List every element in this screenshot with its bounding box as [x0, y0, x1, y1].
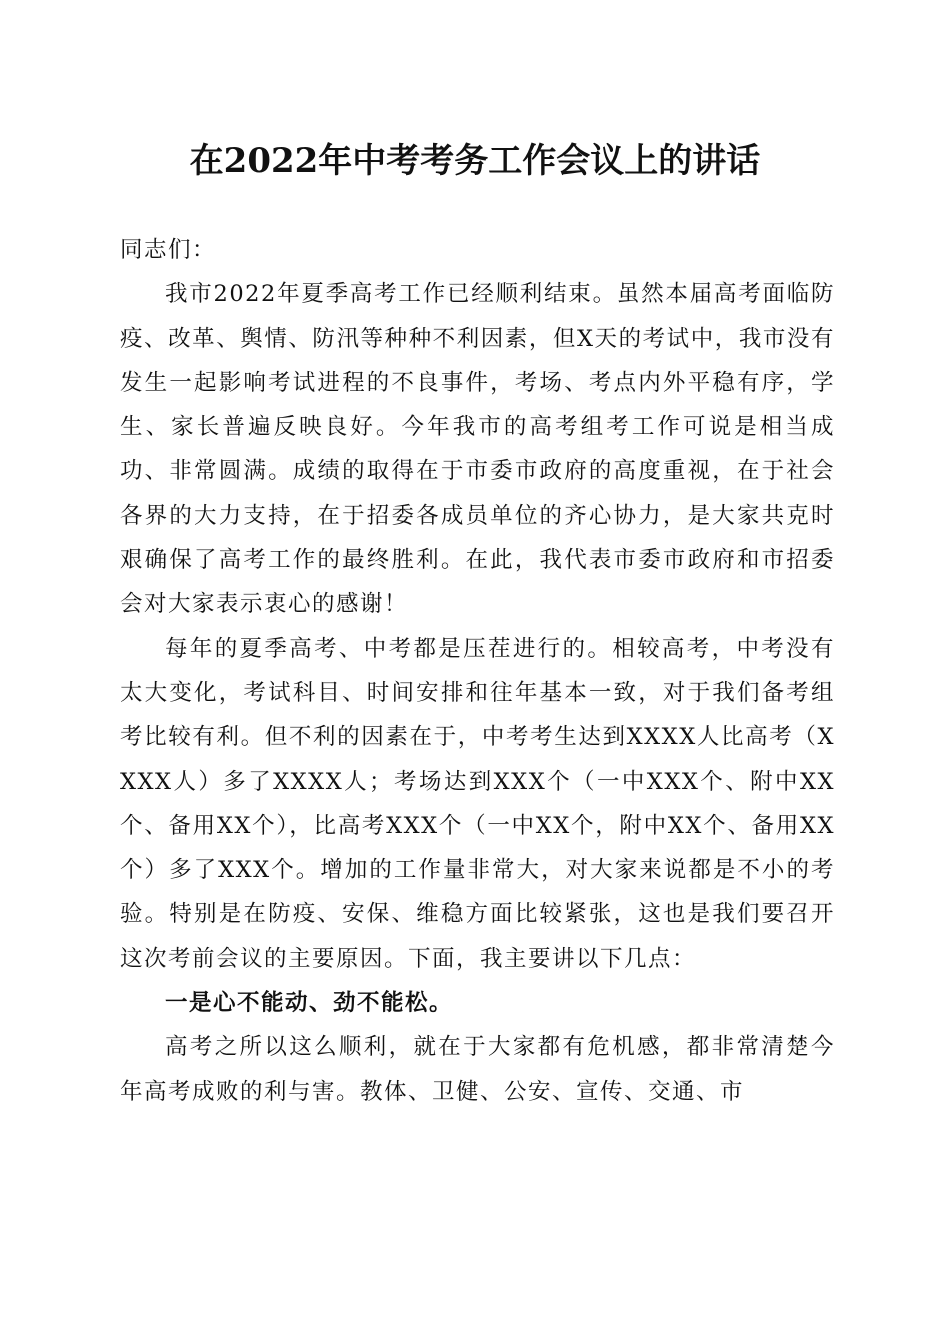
section-heading: 一是心不能动、劲不能松。 — [165, 990, 454, 1017]
section-paragraph: 高考之所以这么顺利，就在于大家都有危机感，都非常清楚今年高考成败的利与害。教体、卫健、公安、宣传、交通、市 — [120, 1034, 835, 1105]
document-body — [120, 228, 835, 1114]
document-title: 在2022年中考考务工作会议上的讲话 — [189, 141, 761, 181]
salutation: 同志们： — [120, 237, 217, 263]
paragraph-1: 我市2022年夏季高考工作已经顺利结束。虽然本届高考面临防疫、改革、舆情、防汛等种种不利因素，但X天的考试中，我市没有发生一起影响考试进程的不良事件，考场、考点内外平稳有序，学生、家长普遍反映良好。今年我市的高考组考工作可说是相当成功、非常圆满。成绩的取得在于市委市政府的高度重视，在于社会各界的大力支持，在于招委各成员单位的齐心协力，是大家共克时艰确保了高考工作的最终胜利。在此，我代表市委市政府和市招委会对大家表示衷心的感谢！ — [120, 281, 835, 618]
paragraph-2: 每年的夏季高考、中考都是压茬进行的。相较高考，中考没有太大变化，考试科目、时间安排和往年基本一致，对于我们备考组考比较有利。但不利的因素在于，中考考生达到XXXX人比高考（XXXX人）多了XXXX人；考场达到XXX个（一中XXX个、附中XX个、备用XX个），比高考XXX个（一中XX个，附中XX个、备用XX个）多了XXX个。增加的工作量非常大，对大家来说都是不小的考验。特别是在防疫、安保、维稳方面比较紧张，这也是我们要召开这次考前会议的主要原因。下面，我主要讲以下几点： — [120, 635, 835, 972]
